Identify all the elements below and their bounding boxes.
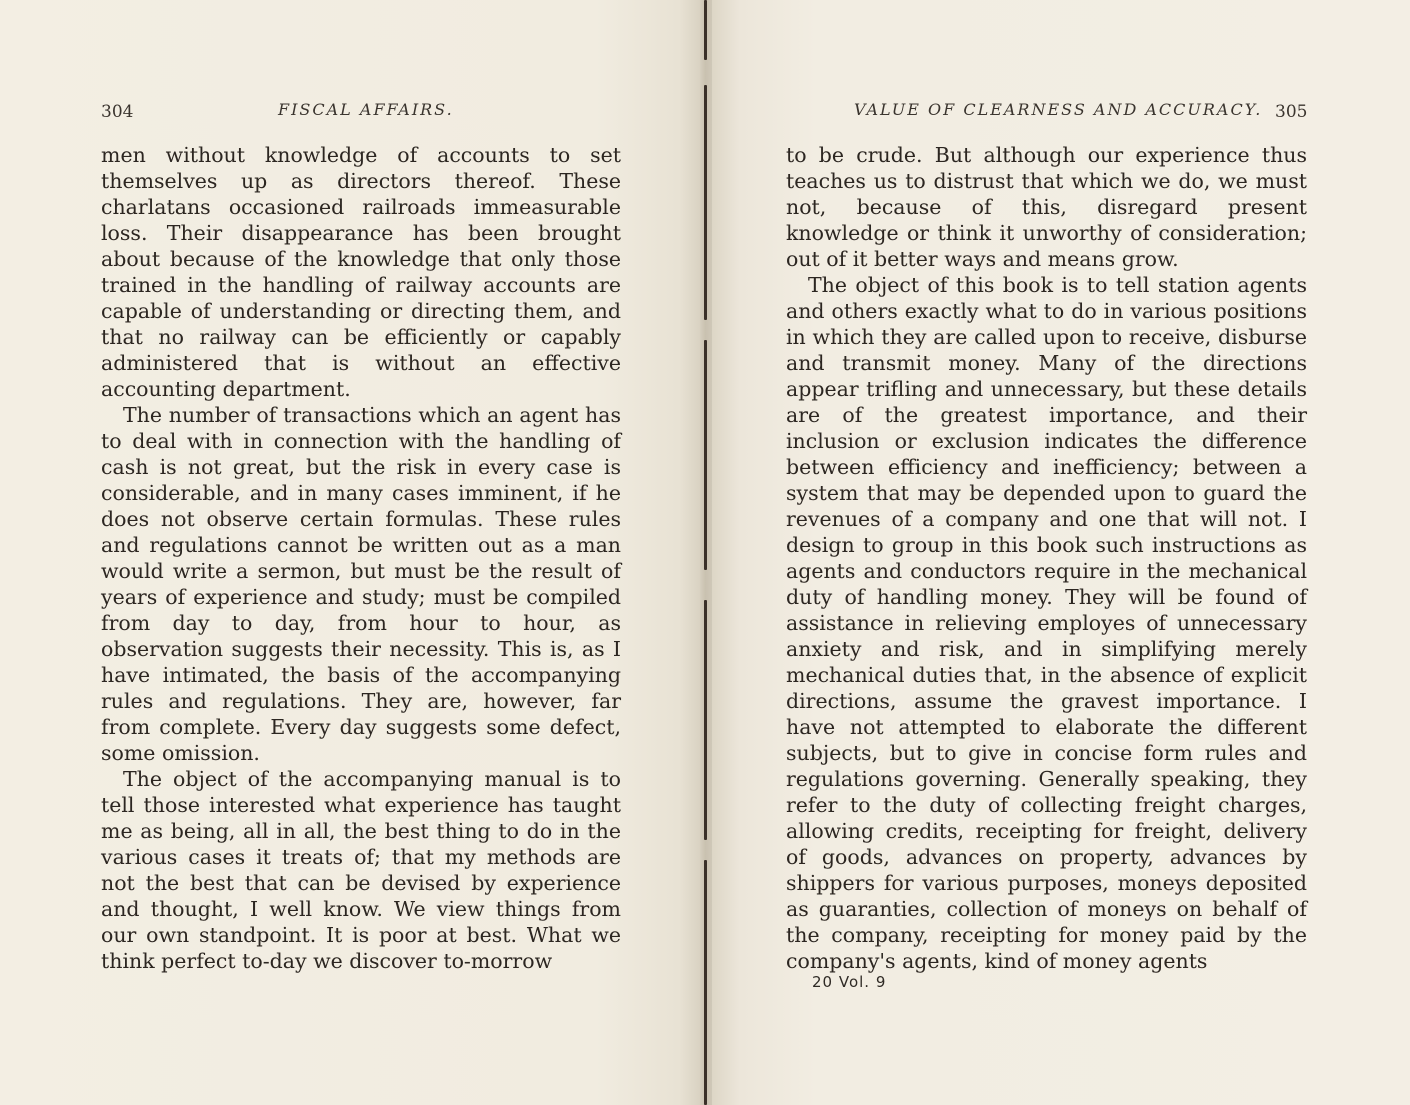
right-paragraph-1: to be crude. But although our experience thus teaches us to distrust that which we do, we must not, because of this, disregard present knowledge or think it unworthy of consideration; out of it better ways and means grow. [786,143,1307,271]
binding-thread [704,85,707,320]
left-paragraph-3: The object of the accompanying manual is to tell those interested what experience has taught me as being, all in all, the best thing to do in the various cases it treats of; that my methods are not the best that can be devised by experience and thought, I well know. We view things from our own standpoint. It is poor at best. What we think perfect to-day we discover to-morrow [101,767,621,973]
right-running-head: VALUE OF CLEARNESS AND ACCURACY. [854,100,1263,119]
left-paragraph-2: The number of transactions which an agent has to deal with in connection with the handling of cash is not great, but the risk in every case is considerable, and in many cases imminent, if he does not observe certain formulas. These rules and regulations cannot be written out as a man would write a sermon, but must be the result of years of experience and study; must be compiled from day to day, from hour to hour, as observation suggests their necessity. This is, as I have intimated, the basis of the accompanying rules and regulations. They are, however, far from complete. Every day suggests some defect, some omission. [101,403,621,765]
left-page [0,0,700,1105]
binding-thread [704,860,707,1105]
left-body-text [101,142,621,974]
left-paragraph-1: men without knowledge of accounts to set themselves up as directors thereof. These charlatans occasioned railroads immeasurable loss. Their disappearance has been brought about because of the knowledge that only those trained in the handling of railway accounts are capable of understanding or directing them, and that no railway can be efficiently or capably administered that is without an effective accounting department. [101,143,621,401]
left-running-head: FISCAL AFFAIRS. [278,100,454,119]
binding-thread [704,340,707,570]
left-page-number: 304 [101,102,134,122]
right-body-text [786,142,1307,974]
right-page-number: 305 [1275,102,1308,122]
binding-thread [704,0,707,60]
binding-thread [704,600,707,840]
right-page [712,0,1410,1105]
signature-mark: 20 Vol. 9 [812,973,887,991]
right-paragraph-2: The object of this book is to tell station agents and others exactly what to do in various positions in which they are called upon to receive, disburse and transmit money. Many of the directions appear trifling and unnecessary, but these details are of the greatest importance, and their inclusion or exclusion indicates the difference between efficiency and inefficiency; between a system that may be depended upon to guard the revenues of a company and one that will not. I design to group in this book such instructions as agents and conductors require in the mechanical duty of handling money. They will be found of assistance in relieving employes of unnecessary anxiety and risk, and in simplifying merely mechanical duties that, in the absence of explicit directions, assume the gravest importance. I have not attempted to elaborate the different subjects, but to give in concise form rules and regulations governing. Generally speaking, they refer to the duty of collecting freight charges, allowing credits, receipting for freight, delivery of goods, advances on property, advances by shippers for various purposes, moneys deposited as guaranties, collection of moneys on behalf of the company, receipting for money paid by the company's agents, kind of money agents [786,273,1307,973]
